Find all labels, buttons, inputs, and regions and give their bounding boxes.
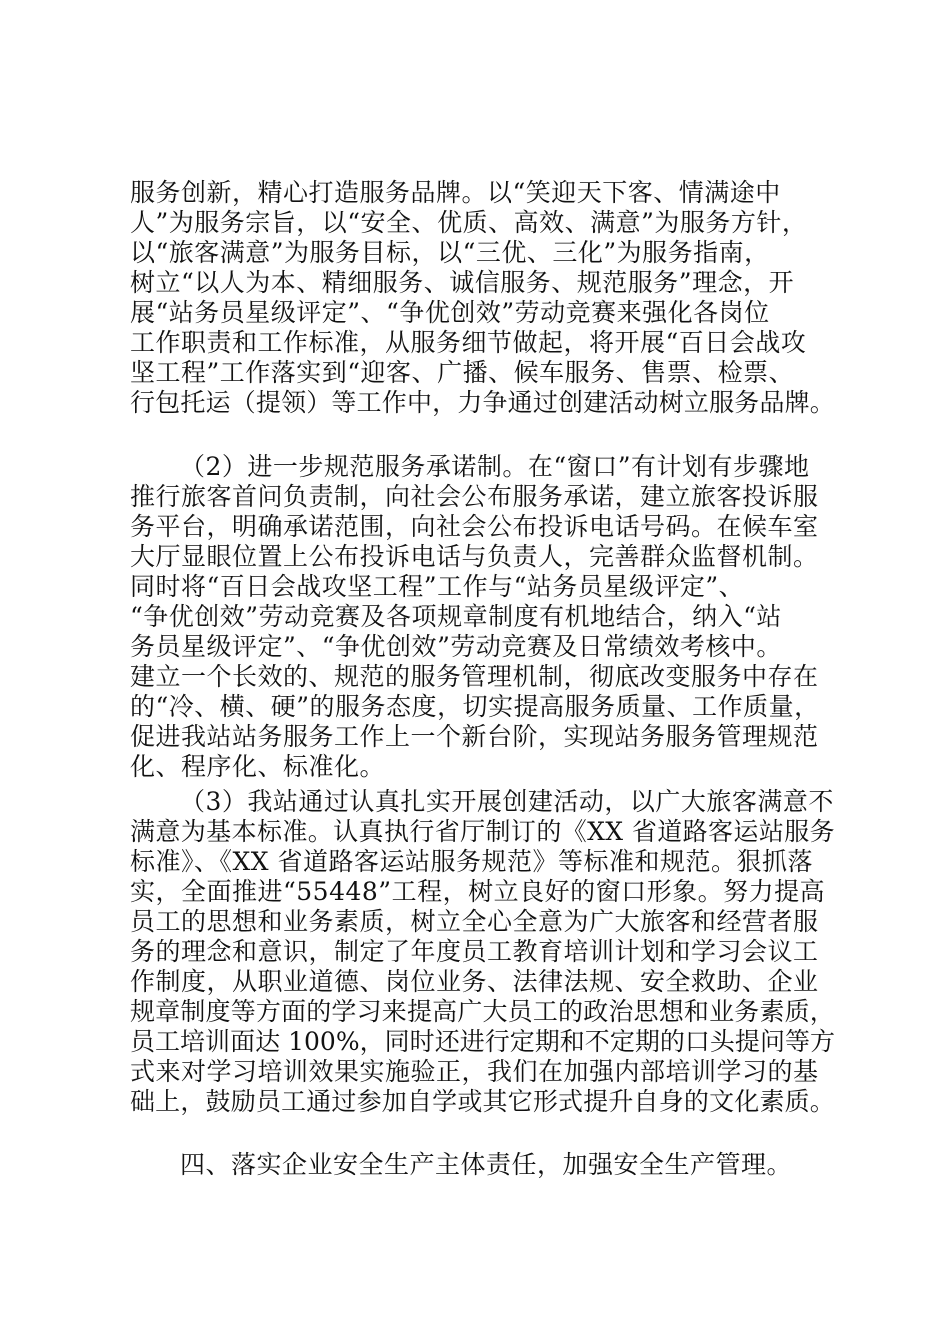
paragraph-line: 的“冷、横、硬”的服务态度，切实提高服务质量、工作质量， xyxy=(130,692,820,721)
paragraph-line: 满意为基本标准。认真执行省厅制订的《XX 省道路客运站服务 xyxy=(130,817,835,846)
paragraph-line: 坚工程”工作落实到“迎客、广播、候车服务、售票、检票、 xyxy=(130,358,795,387)
paragraph-line: 人”为服务宗旨，以“安全、优质、高效、满意”为服务方针， xyxy=(130,208,808,237)
paragraph-line: 础上，鼓励员工通过参加自学或其它形式提升自身的文化素质。 xyxy=(130,1087,835,1116)
paragraph-line: 作制度，从职业道德、岗位业务、法律法规、安全救助、企业 xyxy=(130,967,819,996)
paragraph-line: （3）我站通过认真扎实开展创建活动，以广大旅客满意不 xyxy=(180,787,834,816)
paragraph-line: 化、程序化、标准化。 xyxy=(130,752,386,781)
paragraph-line: 以“旅客满意”为服务目标，以“三优、三化”为服务指南， xyxy=(130,238,770,267)
paragraph-line: 促进我站站务服务工作上一个新台阶，实现站务服务管理规范 xyxy=(130,722,819,751)
paragraph-line: 务的理念和意识，制定了年度员工教育培训计划和学习会议工 xyxy=(130,937,819,966)
paragraph-line: 行包托运（提领）等工作中，力争通过创建活动树立服务品牌。 xyxy=(130,388,835,417)
paragraph-line: 实，全面推进“55448”工程，树立良好的窗口形象。努力提高 xyxy=(130,877,826,906)
paragraph-line: 工作职责和工作标准，从服务细节做起，将开展“百日会战攻 xyxy=(130,328,807,357)
paragraph-line: 建立一个长效的、规范的服务管理机制，彻底改变服务中存在 xyxy=(130,662,819,691)
paragraph-line: 标准》、《XX 省道路客运站服务规范》等标准和规范。狠抓落 xyxy=(130,847,814,876)
paragraph-line: 员工的思想和业务素质，树立全心全意为广大旅客和经营者服 xyxy=(130,907,819,936)
paragraph-line: 务员星级评定”、“争优创效”劳动竞赛及日常绩效考核中。 xyxy=(130,632,782,661)
paragraph-line: （2）进一步规范服务承诺制。在“窗口”有计划有步骤地 xyxy=(180,452,810,481)
section-heading: 四、落实企业安全生产主体责任，加强安全生产管理。 xyxy=(180,1150,793,1179)
paragraph-line: 式来对学习培训效果实施验正，我们在加强内部培训学习的基 xyxy=(130,1057,819,1086)
paragraph-line: 展“站务员星级评定”、“争优创效”劳动竞赛来强化各岗位 xyxy=(130,298,770,327)
paragraph-line: “争优创效”劳动竞赛及各项规章制度有机地结合，纳入“站 xyxy=(130,602,782,631)
paragraph-line: 员工培训面达 100%，同时还进行定期和不定期的口头提问等方 xyxy=(130,1027,835,1056)
paragraph-line: 规章制度等方面的学习来提高广大员工的政治思想和业务素质， xyxy=(130,997,835,1026)
paragraph-line: 服务创新，精心打造服务品牌。以“笑迎天下客、情满途中 xyxy=(130,178,781,207)
paragraph-line: 树立“以人为本、精细服务、诚信服务、规范服务”理念，开 xyxy=(130,268,795,297)
paragraph-line: 务平台，明确承诺范围，向社会公布投诉电话号码。在候车室 xyxy=(130,512,819,541)
paragraph-line: 大厅显眼位置上公布投诉电话与负责人，完善群众监督机制。 xyxy=(130,542,819,571)
paragraph-line: 同时将“百日会战攻坚工程”工作与“站务员星级评定”、 xyxy=(130,572,745,601)
paragraph-line: 推行旅客首问负责制，向社会公布服务承诺，建立旅客投诉服 xyxy=(130,482,819,511)
